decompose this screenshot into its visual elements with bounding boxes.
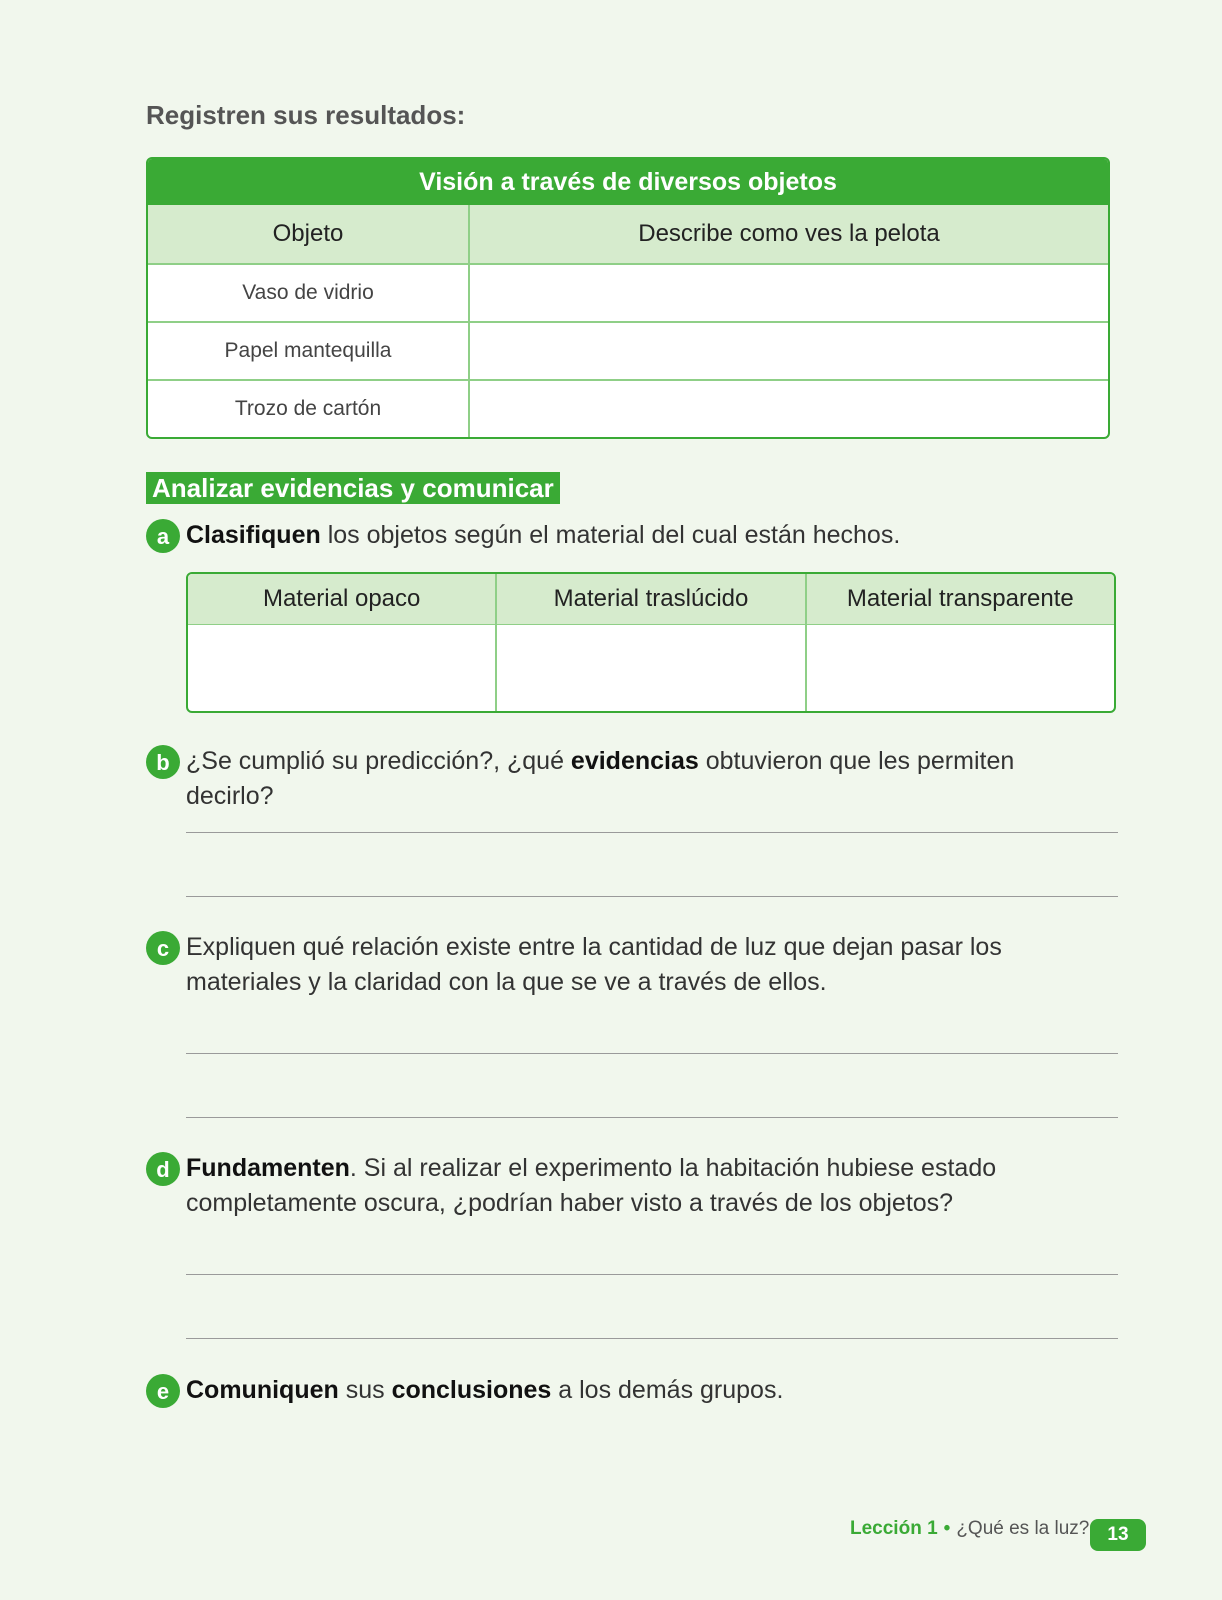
row-answer-cell[interactable] xyxy=(470,323,1108,379)
question-text xyxy=(186,744,1106,814)
footer xyxy=(850,1518,1089,1540)
materials-header: Material transparente xyxy=(807,574,1114,624)
question-letter-badge: d xyxy=(146,1152,180,1186)
question-c xyxy=(146,930,1006,1000)
answer-line[interactable] xyxy=(186,1274,1118,1275)
question-letter-badge: b xyxy=(146,745,180,779)
materials-header: Material traslúcido xyxy=(497,574,804,624)
answer-line[interactable] xyxy=(186,1117,1118,1118)
footer-separator: • xyxy=(943,1518,951,1539)
question-text xyxy=(186,1373,1106,1408)
materials-column xyxy=(188,574,497,711)
row-object-label: Vaso de vidrio xyxy=(148,265,470,321)
materials-answer-cell[interactable] xyxy=(497,624,804,711)
row-answer-cell[interactable] xyxy=(470,265,1108,321)
question-pre: ¿Se cumplió su predicción?, ¿qué xyxy=(186,747,571,775)
materials-header: Material opaco xyxy=(188,574,495,624)
footer-topic: ¿Qué es la luz? xyxy=(956,1518,1090,1539)
question-bold-word: evidencias xyxy=(570,747,699,775)
answer-line[interactable] xyxy=(186,832,1118,833)
row-object-label: Trozo de cartón xyxy=(148,381,470,437)
materials-column xyxy=(497,574,806,711)
results-table xyxy=(146,157,1110,439)
table-row xyxy=(148,321,1108,379)
results-table-title: Visión a través de diversos objetos xyxy=(148,159,1108,205)
question-text xyxy=(186,1151,1006,1221)
materials-answer-cell[interactable] xyxy=(807,624,1114,711)
header-objeto: Objeto xyxy=(148,205,470,263)
answer-line[interactable] xyxy=(186,1338,1118,1339)
question-letter-badge: e xyxy=(146,1374,180,1408)
question-e xyxy=(146,1373,1106,1408)
section-tag: Analizar evidencias y comunicar xyxy=(146,472,560,504)
row-answer-cell[interactable] xyxy=(470,381,1108,437)
question-bold-verb: Comuniquen xyxy=(186,1376,339,1404)
row-object-label: Papel mantequilla xyxy=(148,323,470,379)
footer-lesson: Lección 1 xyxy=(850,1518,938,1539)
question-bold-word: conclusiones xyxy=(391,1376,552,1404)
page-heading: Registren sus resultados: xyxy=(146,100,466,130)
question-text xyxy=(186,518,1106,553)
question-letter-badge: c xyxy=(146,931,180,965)
table-row xyxy=(148,263,1108,321)
question-letter-badge: a xyxy=(146,519,180,553)
question-rest: . Si al realizar el experimento la habitación hubiese estado completamente oscura, ¿podrían haber visto a través de los objetos? xyxy=(186,1154,997,1217)
question-rest: los objetos según el material del cual están hechos. xyxy=(320,521,901,549)
answer-line[interactable] xyxy=(186,896,1118,897)
question-text: Expliquen qué relación existe entre la cantidad de luz que dejan pasar los materiales y la claridad con la que se ve a través de ellos. xyxy=(186,933,1002,996)
question-post: obtuvieron que les permiten decirlo? xyxy=(186,747,1015,810)
question-d xyxy=(146,1151,1006,1221)
question-bold-verb: Clasifiquen xyxy=(186,521,321,549)
question-a xyxy=(146,518,1106,553)
materials-table xyxy=(186,572,1116,713)
materials-answer-cell[interactable] xyxy=(188,624,495,711)
results-table-header-row xyxy=(148,205,1108,263)
table-row xyxy=(148,379,1108,437)
question-b xyxy=(146,744,1106,814)
question-bold-verb: Fundamenten xyxy=(186,1154,350,1182)
question-mid: sus xyxy=(338,1376,392,1404)
answer-line[interactable] xyxy=(186,1053,1118,1054)
header-descripcion: Describe como ves la pelota xyxy=(638,220,940,247)
question-post: a los demás grupos. xyxy=(551,1376,784,1404)
materials-column xyxy=(807,574,1114,711)
page-number: 13 xyxy=(1090,1519,1146,1551)
